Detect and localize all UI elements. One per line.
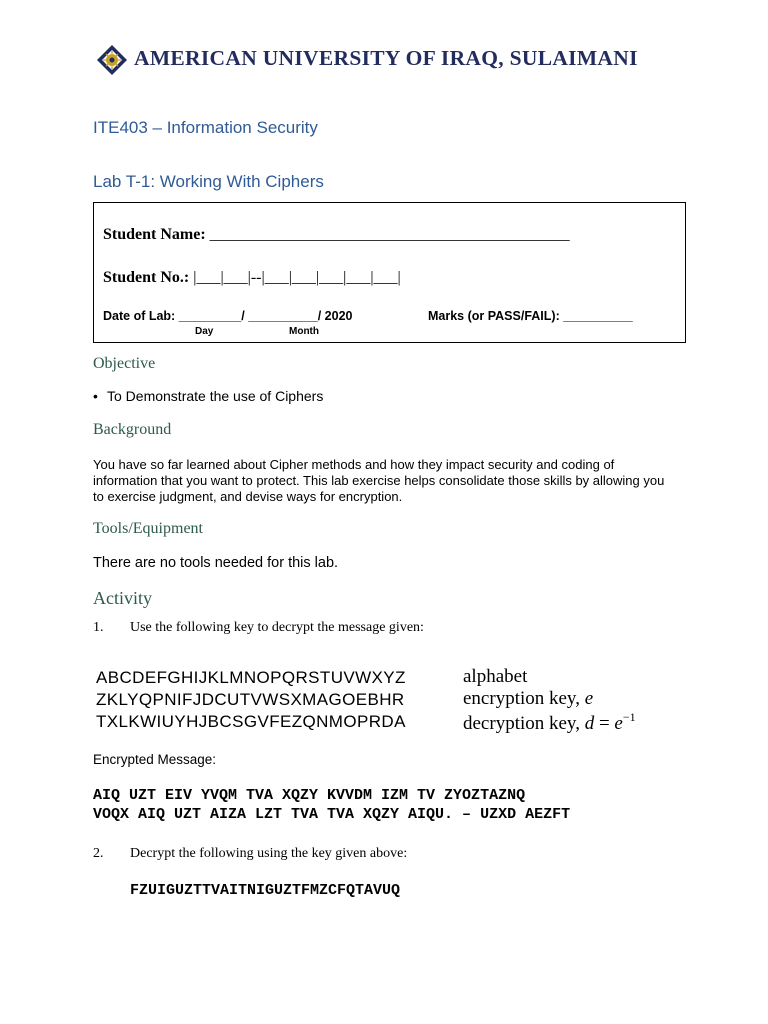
activity-heading: Activity <box>93 588 152 608</box>
key-row-alphabet: ABCDEFGHIJKLMNOPQRSTUVWXYZ <box>96 668 406 687</box>
bullet-icon: • <box>93 388 98 404</box>
date-of-lab: Date of Lab: _________/ __________/ 2020 <box>103 309 353 323</box>
objective-item <box>93 388 323 404</box>
month-label: Month <box>289 326 319 337</box>
tools-text: There are no tools needed for this lab. <box>93 555 339 571</box>
day-label: Day <box>195 326 214 337</box>
encrypted-message-label: Encrypted Message: <box>93 752 217 767</box>
student-number-field: |___|___|--|___|___|___|___|___| <box>193 269 401 286</box>
key-row-encryption: ZKLYQPNIFJDCUTVWSXMAGOEBHR <box>96 690 405 709</box>
course-title: ITE403 – Information Security <box>93 118 318 137</box>
question-1-number: 1. <box>93 620 104 635</box>
encrypted-message-line-1: AIQ UZT EIV YVQM TVA XQZY KVVDM IZM TV ZYOZTAZNQ <box>93 787 526 804</box>
question-2-number: 2. <box>93 846 104 861</box>
encryption-key-symbol: e <box>584 688 594 709</box>
marks-field: Marks (or PASS/FAIL): __________ <box>428 309 633 323</box>
decryption-key-symbol: d <box>584 713 595 734</box>
student-number-row <box>103 269 401 287</box>
question-2-text: Decrypt the following using the key given above: <box>130 846 408 861</box>
lab-title: Lab T-1: Working With Ciphers <box>93 172 324 191</box>
student-name-field: _____________________________________________ <box>209 226 570 243</box>
alphabet-label: alphabet <box>463 666 528 687</box>
encryption-key-text: encryption key, <box>463 688 585 709</box>
decryption-key-text: decryption key, <box>463 713 585 734</box>
question-1-text: Use the following key to decrypt the message given: <box>130 620 424 635</box>
encryption-key-label <box>463 688 593 710</box>
objective-heading: Objective <box>93 355 156 372</box>
background-text: You have so far learned about Cipher methods and how they impact security and coding of information that you want to protect. This lab exercise helps consolidate those skills by allowing you to exercise judgment, and devise ways for encryption. <box>93 457 665 504</box>
decryption-key-equals: = <box>594 713 615 734</box>
student-number-label: Student No.: <box>103 269 190 286</box>
background-heading: Background <box>93 421 172 438</box>
encrypted-message-line-2: VOQX AIQ UZT AIZA LZT TVA TVA XQZY AIQU. – UZXD AEZFT <box>93 806 571 823</box>
decryption-key-base: e <box>614 713 623 734</box>
key-row-decryption: TXLKWIUYHJBCSGVFEZQNMOPRDA <box>96 712 406 731</box>
student-name-label: Student Name: <box>103 226 206 243</box>
student-name-row <box>103 226 570 244</box>
decryption-key-label <box>463 710 636 735</box>
university-name: AMERICAN UNIVERSITY OF IRAQ, SULAIMANI <box>134 46 638 70</box>
university-logo-icon <box>96 44 128 76</box>
decryption-key-exponent: −1 <box>622 710 636 724</box>
tools-heading: Tools/Equipment <box>93 520 203 537</box>
objective-text: To Demonstrate the use of Ciphers <box>107 388 324 404</box>
question-2-ciphertext: FZUIGUZTTVAITNIGUZTFMZCFQTAVUQ <box>130 882 401 899</box>
